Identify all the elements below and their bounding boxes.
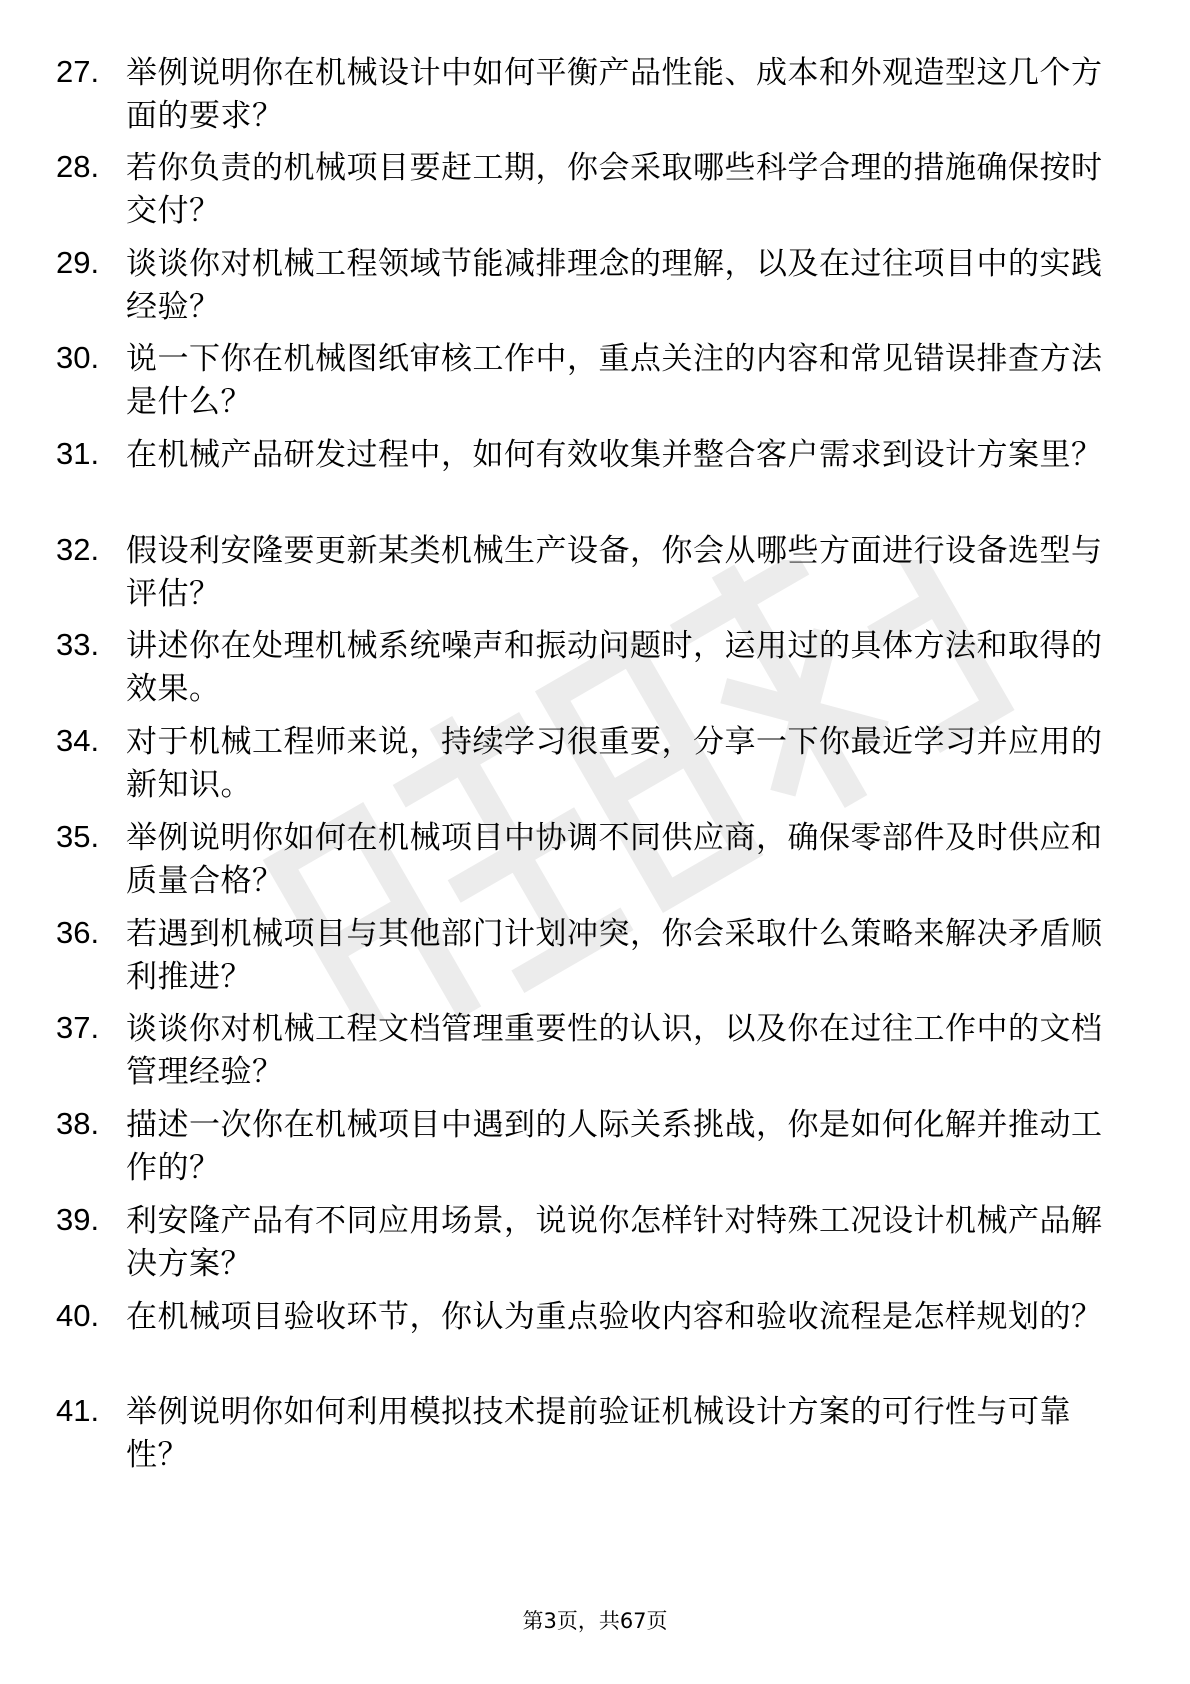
question-number: 40.	[56, 1298, 100, 1333]
question-number: 35.	[56, 819, 100, 854]
question-text: 在机械项目验收环节，你认为重点验收内容和验收流程是怎样规划的？	[126, 1299, 1103, 1335]
question-text: 对于机械工程师来说，持续学习很重要，分享一下你最近学习并应用的新知识。	[126, 724, 1103, 803]
question-number: 38.	[56, 1106, 100, 1141]
question-text: 谈谈你对机械工程领域节能减排理念的理解，以及在过往项目中的实践经验？	[126, 246, 1103, 325]
question-number: 36.	[56, 915, 100, 950]
page-footer: 第3页，共67页	[522, 1609, 668, 1633]
question-number: 29.	[56, 245, 100, 280]
question-number: 32.	[56, 532, 100, 567]
question-text: 讲述你在处理机械系统噪声和振动问题时，运用过的具体方法和取得的效果。	[126, 628, 1103, 707]
question-text: 举例说明你如何在机械项目中协调不同供应商，确保零部件及时供应和质量合格？	[126, 820, 1103, 899]
question-number: 39.	[56, 1202, 100, 1237]
question-text: 描述一次你在机械项目中遇到的人际关系挑战，你是如何化解并推动工作的？	[126, 1107, 1103, 1186]
question-text: 举例说明你如何利用模拟技术提前验证机械设计方案的可行性与可靠性？	[126, 1394, 1071, 1473]
question-text: 若你负责的机械项目要赶工期，你会采取哪些科学合理的措施确保按时交付？	[126, 150, 1103, 229]
question-text: 在机械产品研发过程中，如何有效收集并整合客户需求到设计方案里？	[126, 437, 1103, 473]
question-number: 30.	[56, 340, 100, 375]
question-number: 31.	[56, 436, 100, 471]
question-text: 说一下你在机械图纸审核工作中，重点关注的内容和常见错误排查方法是什么？	[126, 341, 1103, 420]
question-text: 谈谈你对机械工程文档管理重要性的认识，以及你在过往工作中的文档管理经验？	[126, 1011, 1103, 1090]
question-number: 27.	[56, 54, 100, 89]
question-text: 举例说明你在机械设计中如何平衡产品性能、成本和外观造型这几个方面的要求？	[126, 55, 1103, 134]
question-number: 41.	[56, 1393, 100, 1428]
question-number: 28.	[56, 149, 100, 184]
question-text: 假设利安隆要更新某类机械生产设备，你会从哪些方面进行设备选型与评估？	[126, 533, 1103, 612]
question-text: 若遇到机械项目与其他部门计划冲突，你会采取什么策略来解决矛盾顺利推进？	[126, 916, 1103, 995]
question-number: 33.	[56, 627, 100, 662]
question-text: 利安隆产品有不同应用场景，说说你怎样针对特殊工况设计机械产品解决方案？	[126, 1203, 1103, 1282]
question-number: 34.	[56, 723, 100, 758]
question-number: 37.	[56, 1010, 100, 1045]
